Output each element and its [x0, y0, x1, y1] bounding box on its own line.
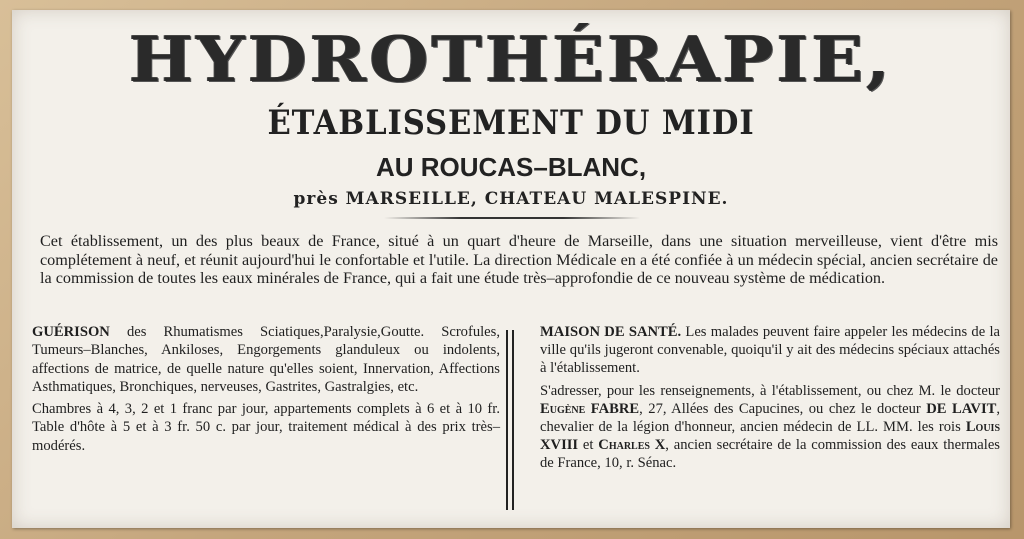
contact-text: S'adresser, pour les renseignements, à l'établissement, ou chez M. le docteur	[540, 382, 1000, 399]
contact-paragraph	[540, 382, 1000, 473]
ornamental-rule	[384, 217, 640, 219]
intro-paragraph: Cet établissement, un des plus beaux de France, situé à un quart d'heure de Marseille, dans une situation merveilleuse, vient d'être mis complétement à neuf, et réunit aujourd'hui le confortable et l'utile. La direction Médicale en a été confiée à un médecin spécial, ancien secrétaire de la commission de toutes les eaux minérales de France, qui a fait une étude très–approfondie de ce nouveau système de médication.	[40, 232, 998, 287]
doctor-name: DE LAVIT	[926, 400, 997, 417]
king-name: Louis XVIII	[540, 419, 1000, 454]
right-column	[540, 323, 1000, 473]
health-house-text: Les malades peuvent faire appeler les médecins de la ville qu'ils jugeront convenable, quoiqu'il y ait des médecins spéciaux attachés à l'établissement.	[540, 324, 1000, 377]
prices-paragraph: Chambres à 4, 3, 2 et 1 franc par jour, appartements complets à 6 et à 10 fr. Table d'hôte à 5 et à 3 fr. 50 c. par jour, traitement médical à des prix très–modérés.	[32, 401, 500, 454]
king-name: Charles X	[598, 437, 666, 454]
advert-address: près MARSEILLE, CHATEAU MALESPINE.	[293, 189, 729, 209]
advert-title: HYDROTHÉRAPIE,	[129, 23, 893, 97]
doctor-name: Eugène FABRE	[540, 400, 640, 417]
newspaper-clipping	[12, 10, 1010, 528]
contact-text: , ancien secrétaire de la commission des eaux thermales de France, 10, r. Sénac.	[540, 437, 1000, 472]
health-house-lead: MAISON DE SANTÉ.	[540, 324, 682, 340]
left-column	[32, 323, 500, 455]
treatments-paragraph	[32, 323, 500, 396]
contact-text: , chevalier de la légion d'honneur, ancien médecin de LL. MM. les rois	[540, 400, 1001, 436]
health-house-paragraph	[540, 323, 1000, 378]
treatments-lead: GUÉRISON	[32, 324, 110, 340]
treatments-text: des Rhumatismes Sciatiques,Paralysie,Goutte. Scrofules, Tumeurs–Blanches, Ankiloses, Engorgements glanduleux ou indolents, affections de matrice, de quelle nature qu'elles soient, Innervation, Affections Asthmatiques, Bronchiques, nerveuses, Gastrites, Gastralgies, etc.	[32, 324, 500, 395]
column-divider	[506, 330, 508, 510]
column-divider	[512, 330, 514, 510]
contact-text: et	[578, 437, 599, 454]
advert-subtitle: ÉTABLISSEMENT DU MIDI	[267, 103, 755, 143]
advert-location: AU ROUCAS–BLANC,	[375, 152, 647, 182]
contact-text: , 27, Allées des Capucines, ou chez le docteur	[639, 400, 927, 417]
